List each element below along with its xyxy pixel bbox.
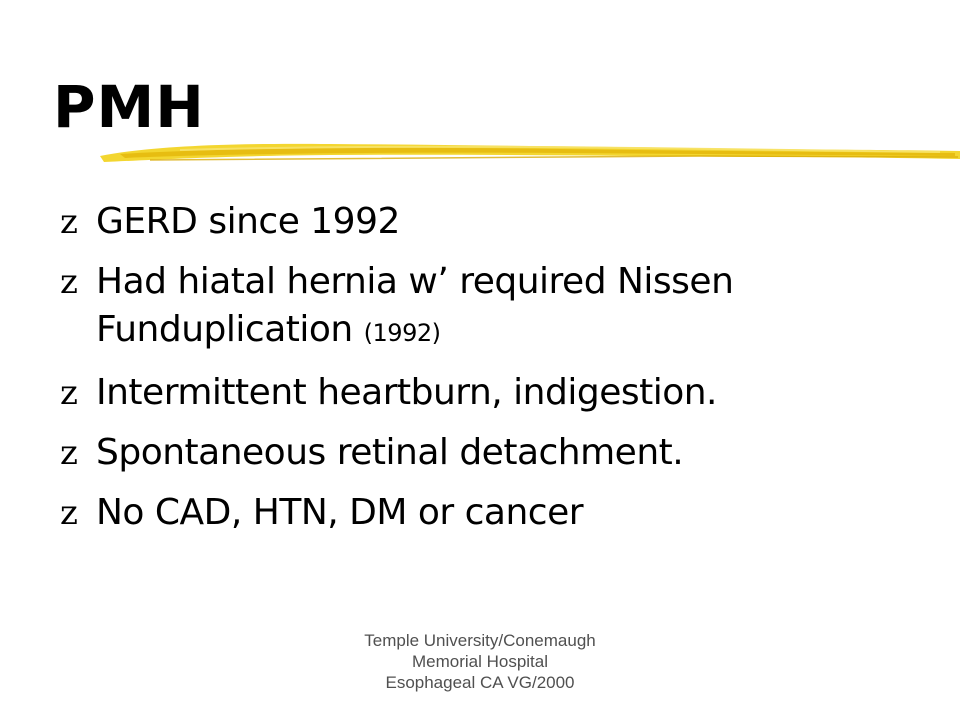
bullet-item [58,489,938,537]
z-bullet-icon: z [60,202,78,242]
z-bullet-icon: z [60,433,78,473]
bullet-note: (1992) [363,319,441,347]
bullet-text: No CAD, HTN, DM or cancer [96,492,584,533]
bullet-list [58,198,938,549]
slide-title: PMH [53,73,205,141]
bullet-text: GERD since 1992 [96,201,400,242]
bullet-text: Intermittent heartburn, indigestion. [96,372,717,413]
z-bullet-icon: z [60,373,78,413]
bullet-text: Had hiatal hernia w’ required Nissen Funduplication [96,261,734,350]
z-bullet-icon: z [60,493,78,533]
slide-footer [270,630,690,693]
bullet-item [58,429,938,477]
footer-line: Memorial Hospital [411,652,549,671]
bullet-text: Spontaneous retinal detachment. [96,432,684,473]
title-underline-brushstroke [0,132,960,182]
bullet-item [58,258,938,357]
footer-line: Esophageal CA VG/2000 [385,673,575,692]
z-bullet-icon: z [60,262,78,302]
bullet-item [58,198,938,246]
footer-line: Temple University/Conemaugh [364,631,596,650]
bullet-item [58,369,938,417]
